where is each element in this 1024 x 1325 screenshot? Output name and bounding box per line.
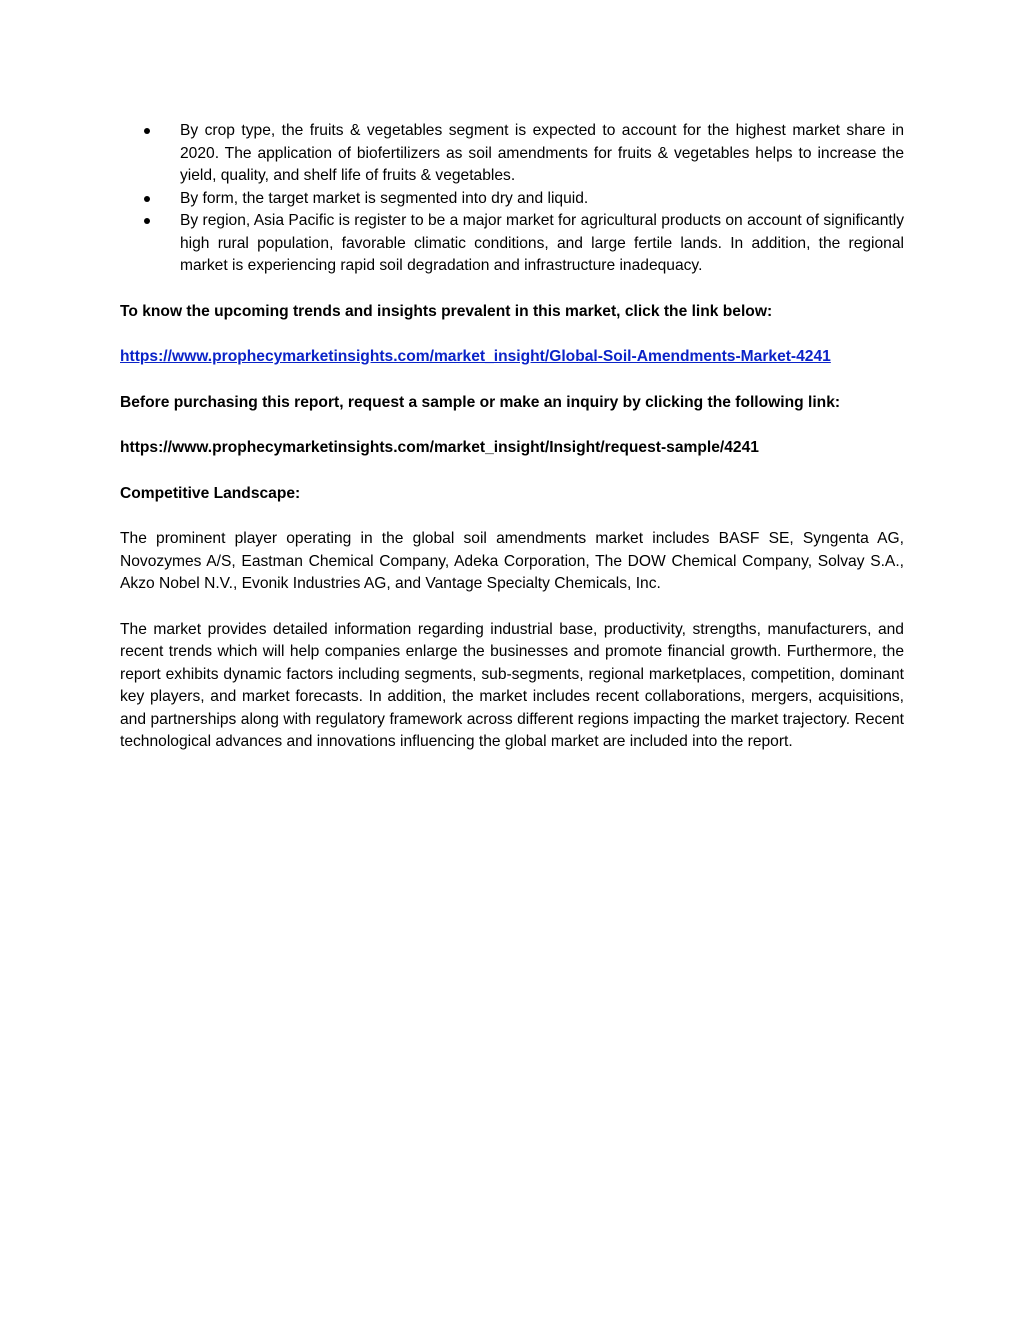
competitive-landscape-heading: Competitive Landscape: xyxy=(120,484,301,502)
bullet-dot-icon xyxy=(144,128,150,134)
spacer xyxy=(120,278,904,301)
market-paragraph: The market provides detailed information regarding industrial base, productivity, strengths, manufacturers, and recent trends which will help companies enlarge the businesses and promote financial growth. Furthermore, the report exhibits dynamic factors including segments, sub-segments, regional marketplaces, competition, dominant key players, and market forecasts. In addition, the market includes recent collaborations, mergers, acquisitions, and partnerships along with regulatory framework across different regions impacting the market trajectory. Recent technological advances and innovations influencing the global market are included into the report. xyxy=(120,620,904,750)
document-page xyxy=(120,120,904,777)
bullet-item-form xyxy=(120,188,904,211)
players-paragraph: The prominent player operating in the global soil amendments market includes BASF SE, Syngenta AG, Novozymes A/S, Eastman Chemical Company, Adeka Corporation, The DOW Chemical Company, Solvay S.A., Akzo Nobel N.V., Evonik Industries AG, and Vantage Specialty Chemicals, Inc. xyxy=(120,530,904,592)
sample-link-text: https://www.prophecymarketinsights.com/market_insight/Insight/request-sample/4241 xyxy=(120,439,759,456)
trends-heading: To know the upcoming trends and insights prevalent in this market, click the link below: xyxy=(120,302,773,320)
bullet-text: By region, Asia Pacific is register to be a major market for agricultural products on account of significantly high rural population, favorable climatic conditions, and large fertile lands. In addition, the regional market is experiencing rapid soil degradation and infrastructure inadequacy. xyxy=(180,212,904,274)
bullet-dot-icon xyxy=(144,218,150,224)
bullet-item-crop-type xyxy=(120,120,904,188)
bullet-text: By form, the target market is segmented into dry and liquid. xyxy=(180,189,589,207)
sample-heading: Before purchasing this report, request a sample or make an inquiry by clicking the following link: xyxy=(120,393,841,411)
trends-link-paragraph xyxy=(120,346,904,369)
bullet-dot-icon xyxy=(144,196,150,202)
trends-report-link[interactable]: https://www.prophecymarketinsights.com/market_insight/Global-Soil-Amendments-Market-4241 xyxy=(120,348,831,365)
bullet-list xyxy=(120,120,904,278)
bullet-text: By crop type, the fruits & vegetables segment is expected to account for the highest market share in 2020. The application of biofertilizers as soil amendments for fruits & vegetables helps to increase the yield, quality, and shelf life of fruits & vegetables. xyxy=(180,122,904,184)
bullet-item-region xyxy=(120,210,904,278)
